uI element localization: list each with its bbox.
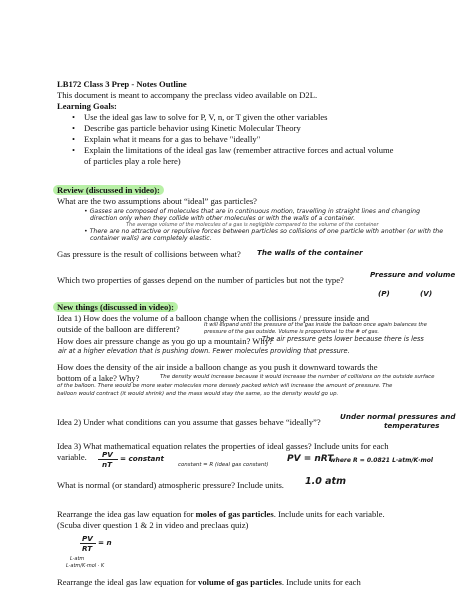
answer-density-line2: of the balloon. There would be more water molecules more densely packed which will increase the amount of pressure. The	[57, 383, 393, 389]
question-moles	[57, 509, 385, 519]
answer-density-line1: The density would increase because it would increase the number of collisions on the outside surface	[160, 374, 435, 380]
answer-pressure: The walls of the container	[257, 248, 363, 257]
answer-properties-v: (V)	[420, 289, 433, 298]
question-moles-bold: moles of gas particles	[195, 509, 274, 519]
question-assumptions: What are the two assumptions about “ideal” gas particles?	[57, 196, 257, 206]
answer-mountain-line1: The air pressure gets lower because there is less	[262, 335, 424, 343]
document-title: LB172 Class 3 Prep - Notes Outline	[57, 79, 187, 89]
answer-idea3-r-note: constant = R (ideal gas constant)	[178, 462, 269, 468]
goal-text-continued: of particles play a role here)	[84, 156, 181, 166]
answer-idea3-denominator: nT	[102, 460, 113, 469]
bullet-icon: •	[72, 112, 76, 122]
bullet-icon: •	[72, 145, 76, 155]
answer-text: There are no attractive or repulsive forces between particles so collisions of one particle with another (or with the	[89, 228, 444, 235]
question-volume-post: . Include units for each	[281, 577, 361, 587]
answer-moles-units-top: L·atm	[70, 556, 85, 562]
answer-normal: 1.0 atm	[305, 476, 346, 487]
answer-assumptions-line4	[84, 228, 443, 235]
question-mountain: How does air pressure change as you go up a mountain? Why?	[57, 336, 273, 346]
goals-heading: Learning Goals:	[57, 101, 117, 111]
answer-moles-denominator: RT	[82, 544, 93, 553]
question-volume-pre: Rearrange the ideal gas law equation for	[57, 577, 199, 587]
answer-text: Gasses are composed of molecules that are in continuous motion, travelling in straight lines and changing	[89, 208, 421, 215]
review-heading	[57, 185, 164, 195]
answer-assumptions-line1	[84, 208, 420, 215]
goal-text: Describe gas particle behavior using Kinetic Molecular Theory	[84, 123, 301, 133]
question-idea1: Idea 1) How does the volume of a balloon change when the collisions / pressure inside and	[57, 313, 370, 323]
question-normal: What is normal (or standard) atmospheric pressure? Include units.	[57, 480, 284, 490]
answer-idea3-r-value: where R = 0.0821 L·atm/K·mol	[330, 457, 433, 464]
goal-text: Explain what it means for a gas to behave "ideally"	[84, 134, 261, 144]
answer-moles-result: = n	[98, 538, 112, 547]
answer-properties: Pressure and volume	[370, 270, 456, 279]
new-heading	[57, 302, 178, 312]
answer-idea2-line1: Under normal pressures and	[340, 412, 456, 421]
question-properties: Which two properties of gasses depend on the number of particles but not the type?	[57, 275, 344, 285]
answer-assumptions-line2: direction only when they collide with other molecules or with the walls of a container.	[90, 215, 356, 222]
answer-idea3-numerator: PV	[102, 450, 113, 459]
question-density: How does the density of the air inside a balloon change as you push it downward towards the	[57, 362, 378, 372]
question-idea1-continued: outside of the balloon are different?	[57, 324, 180, 334]
answer-moles-units-bottom: L·atm/K·mol · K	[66, 563, 105, 569]
question-idea3: Idea 3) What mathematical equation relates the properties of ideal gasses? Include units for each	[57, 441, 389, 451]
question-moles-post: . Include units for each variable.	[273, 509, 385, 519]
question-idea2: Idea 2) Under what conditions can you assume that gasses behave “ideally”?	[57, 417, 321, 427]
answer-idea1-line1: It will expand until the pressure of the gas inside the balloon once again balances the	[204, 322, 427, 328]
answer-assumptions-line5: container walls) are completely elastic.	[90, 235, 212, 242]
answer-properties-p: (P)	[378, 289, 390, 298]
bullet-icon: •	[84, 228, 90, 235]
new-heading-label: New things (discussed in video):	[53, 302, 178, 312]
goal-text: Use the ideal gas law to solve for P, V, n, or T given the other variables	[84, 112, 328, 122]
intro-text: This document is meant to accompany the preclass video available on D2L.	[57, 90, 318, 100]
answer-idea3-equation: PV = nRT	[287, 454, 334, 464]
question-idea3-continued: variable.	[57, 452, 87, 462]
question-moles-continued: (Scuba diver question 1 & 2 in video and preclaas quiz)	[57, 520, 249, 530]
answer-idea1-line2: pressure of the gas outside. Volume is proportional to the # of gas.	[204, 329, 380, 335]
goal-item	[72, 134, 260, 144]
goal-text: Explain the limitations of the ideal gas law (remember attractive forces and actual volume	[84, 145, 394, 155]
question-moles-pre: Rearrange the idea gas law equation for	[57, 509, 196, 519]
review-heading-label: Review (discussed in video):	[53, 185, 164, 195]
bullet-icon: •	[72, 123, 76, 133]
question-volume-bold: volume of gas particles	[198, 577, 282, 587]
goal-item	[72, 145, 394, 155]
answer-assumptions-line3: The average volume of the molecules of a gas is negligible compared to the volume of the container	[126, 222, 379, 228]
answer-moles-numerator: PV	[82, 534, 93, 543]
goal-item	[72, 123, 301, 133]
question-density-continued: bottom of a lake? Why?	[57, 373, 140, 383]
answer-mountain-line2: air at a higher elevation that is pushing down. Fewer molecules providing that pressure.	[58, 347, 350, 355]
question-pressure: Gas pressure is the result of collisions between what?	[57, 249, 241, 259]
answer-idea3-constant: = constant	[120, 454, 164, 463]
bullet-icon: •	[72, 134, 76, 144]
answer-density-line3: balloon would contract (it would shrink) and the mass would stay the same, so the density would go up.	[57, 391, 339, 397]
goal-item	[72, 112, 328, 122]
question-volume	[57, 577, 361, 587]
bullet-icon: •	[84, 208, 90, 215]
answer-idea2-line2: temperatures	[384, 421, 440, 430]
